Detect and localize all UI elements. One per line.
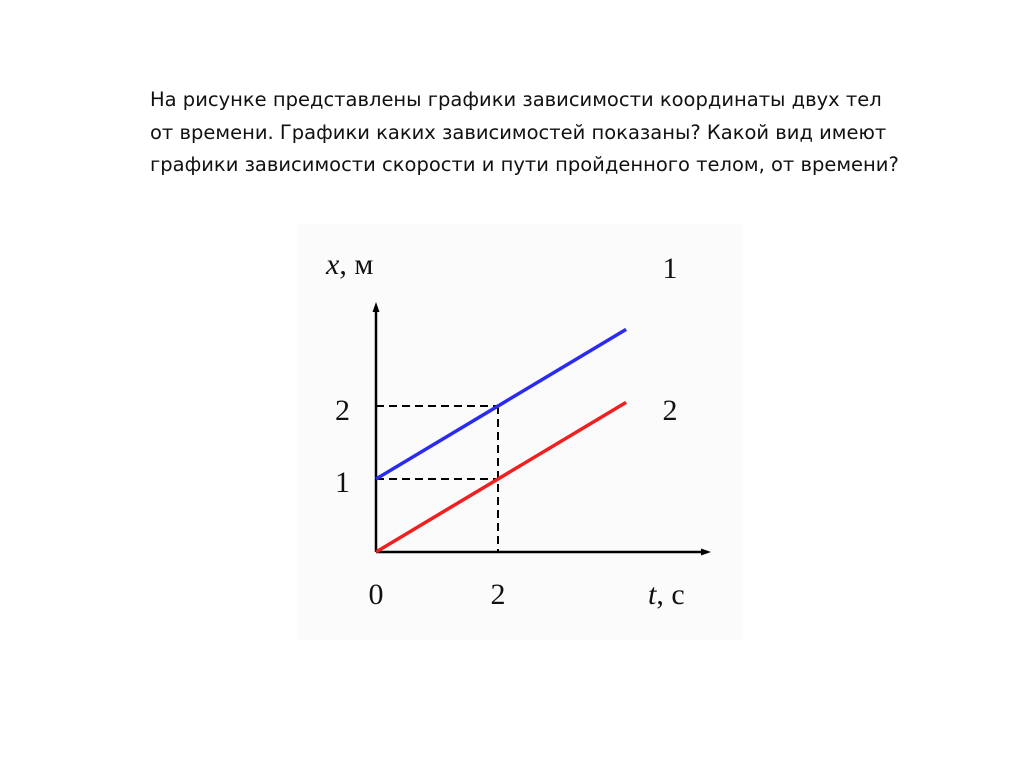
guide-lines	[376, 406, 498, 552]
question-line-1: На рисунке представлены графики зависимости координаты двух тел	[150, 88, 882, 111]
y-tick-label-2: 2	[335, 394, 350, 427]
question-line-2: от времени. Графики каких зависимостей показаны? Какой вид имеют	[150, 120, 887, 144]
series-1-line	[376, 329, 626, 479]
series-2-line	[376, 402, 626, 552]
series-2-label: 2	[662, 394, 678, 427]
x-tick-label-0: 0	[368, 578, 384, 611]
series-1-label: 1	[662, 252, 678, 285]
chart-figure	[298, 224, 742, 640]
x-tick-label-2: 2	[490, 578, 506, 611]
y-axis-label: x, м	[326, 248, 374, 281]
question-line-3: графики зависимости скорости и пути пройденного телом, от времени?	[150, 153, 899, 176]
series-lines	[376, 329, 626, 552]
x-axis-label: t, с	[648, 578, 685, 611]
y-tick-label-1: 1	[335, 466, 350, 499]
question-text	[150, 84, 970, 182]
coordinate-time-chart	[298, 224, 742, 640]
